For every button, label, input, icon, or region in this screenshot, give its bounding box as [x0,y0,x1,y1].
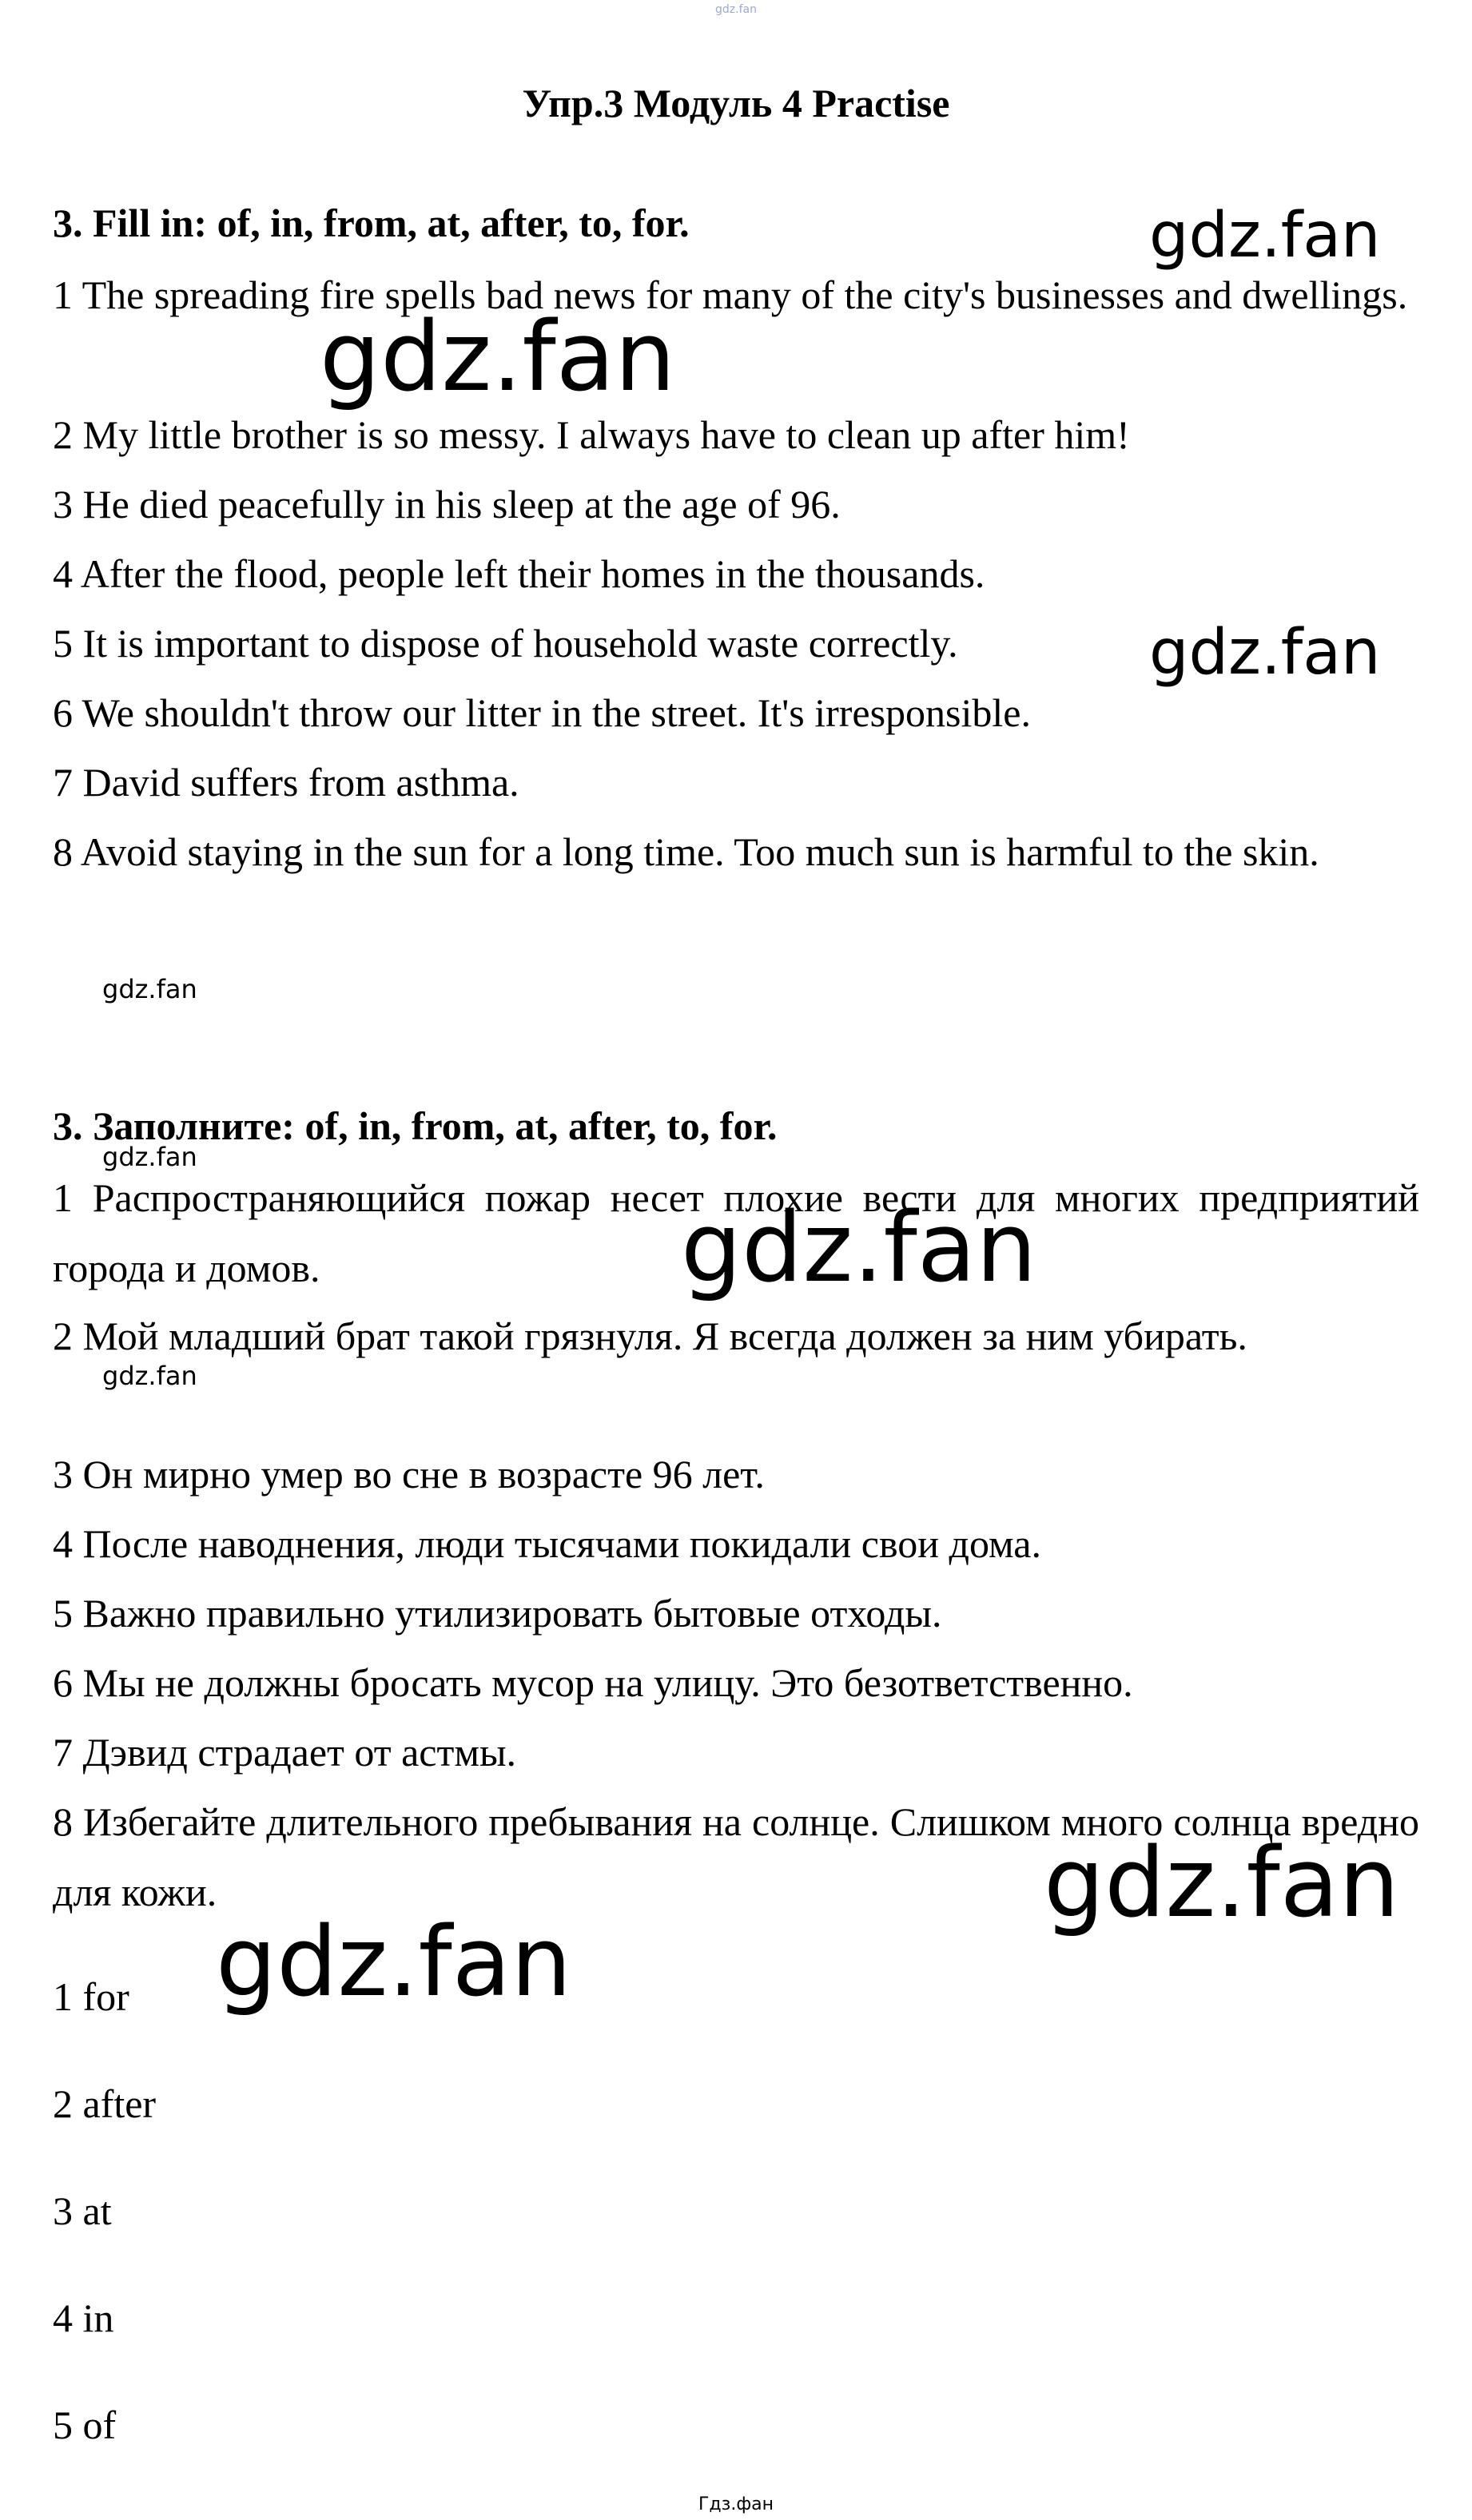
answer-item-4: 4 in [53,2295,114,2340]
russian-item-5: 5 Важно правильно утилизировать бытовые отходы. [53,1591,942,1636]
english-item-7: 7 David suffers from asthma. [53,760,519,805]
watermark: gdz.fan [102,1142,197,1172]
footer-watermark: Гдз.фан [698,2494,774,2514]
russian-item-7: 7 Дэвид страдает от астмы. [53,1730,517,1775]
watermark: gdz.fan [1044,1828,1400,1939]
russian-item-6: 6 Мы не должны бросать мусор на улицу. Это безответственно. [53,1660,1133,1705]
russian-item-4: 4 После наводнения, люди тысячами покидали свои дома. [53,1521,1041,1566]
russian-item-2: 2 Мой младший брат такой грязнуля. Я всегда должен за ним убирать. [53,1314,1247,1358]
watermark: gdz.fan [102,974,197,1004]
russian-heading: 3. Заполните: of, in, from, at, after, to, for. [53,1103,778,1148]
watermark: gdz.fan [216,1907,572,2018]
english-item-4: 4 After the flood, people left their homes in the thousands. [53,551,985,596]
watermark: gdz.fan [681,1193,1037,1304]
watermark: gdz.fan [320,302,676,413]
english-heading: 3. Fill in: of, in, from, at, after, to, for. [53,201,690,245]
watermark: gdz.fan [1149,617,1381,689]
russian-item-1: 1 Распространяющийся пожар несет плохие вести для многих предприятий города и домов. [53,1175,1419,1290]
english-item-5: 5 It is important to dispose of household waste correctly. [53,621,958,666]
english-item-3: 3 He died peacefully in his sleep at the age of 96. [53,482,841,527]
russian-item-8: 8 Избегайте длительного пребывания на солнце. Слишком много солнца вредно для кожи. [53,1799,1419,1914]
english-item-1: 1 The spreading fire spells bad news for many of the city's businesses and dwellings. [53,272,1408,317]
english-item-6: 6 We shouldn't throw our litter in the street. It's irresponsible. [53,690,1031,735]
watermark: gdz.fan [102,1361,197,1391]
answer-item-3: 3 at [53,2188,112,2233]
english-item-2: 2 My little brother is so messy. I always have to clean up after him! [53,412,1130,457]
watermark: gdz.fan [1149,200,1381,272]
russian-item-3: 3 Он мирно умер во сне в возрасте 96 лет. [53,1452,765,1496]
header-watermark: gdz.fan [715,3,757,16]
answer-item-2: 2 after [53,2081,157,2126]
answer-item-1: 1 for [53,1974,129,2019]
answer-item-5: 5 of [53,2403,117,2447]
page-title: Упр.3 Модуль 4 Practise [522,81,950,125]
english-item-8: 8 Avoid staying in the sun for a long time. Too much sun is harmful to the skin. [53,829,1319,874]
